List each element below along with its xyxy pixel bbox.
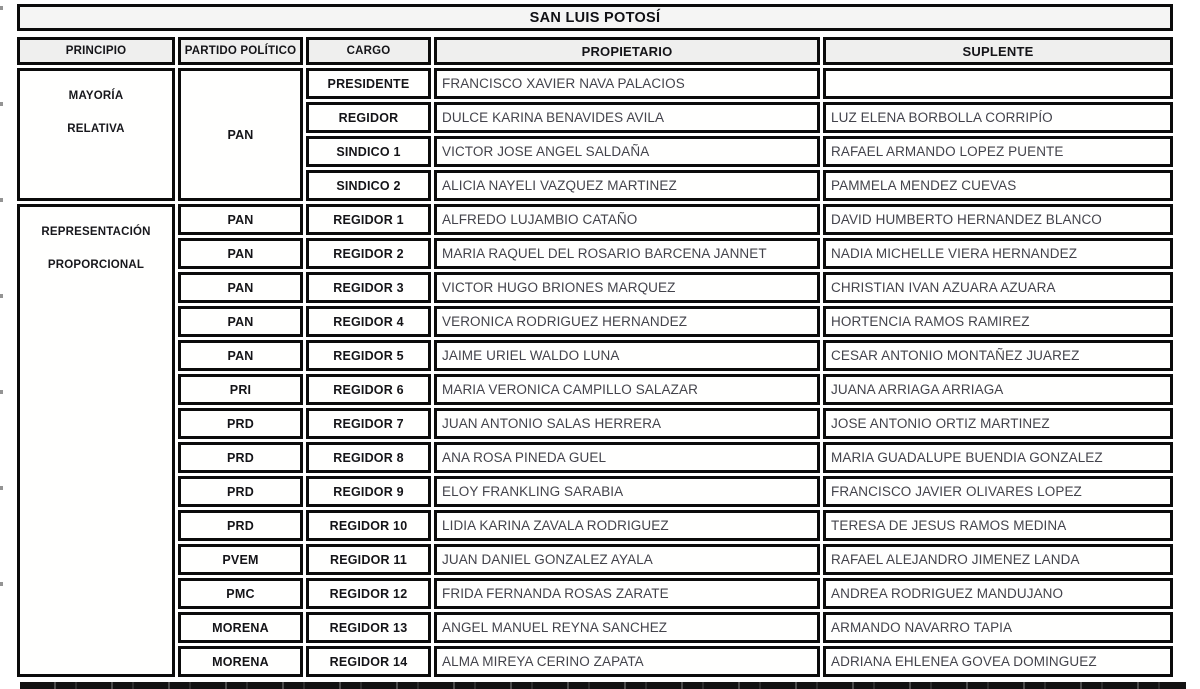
cargo-cell: REGIDOR 3 — [306, 272, 431, 303]
principio-cell — [17, 68, 175, 201]
propietario-cell: ALMA MIREYA CERINO ZAPATA — [434, 646, 820, 677]
suplente-cell: ARMANDO NAVARRO TAPIA — [823, 612, 1173, 643]
candidates-table — [17, 4, 1173, 677]
partido-cell: PRD — [178, 476, 303, 507]
suplente-cell: ADRIANA EHLENEA GOVEA DOMINGUEZ — [823, 646, 1173, 677]
suplente-cell: CESAR ANTONIO MONTAÑEZ JUAREZ — [823, 340, 1173, 371]
suplente-cell: HORTENCIA RAMOS RAMIREZ — [823, 306, 1173, 337]
cargo-cell: REGIDOR 14 — [306, 646, 431, 677]
partido-cell: PAN — [178, 340, 303, 371]
partido-cell: PAN — [178, 238, 303, 269]
cargo-cell: REGIDOR 13 — [306, 612, 431, 643]
partido-cell: PRD — [178, 408, 303, 439]
suplente-cell: DAVID HUMBERTO HERNANDEZ BLANCO — [823, 204, 1173, 235]
suplente-cell: JOSE ANTONIO ORTIZ MARTINEZ — [823, 408, 1173, 439]
cargo-cell: REGIDOR 4 — [306, 306, 431, 337]
column-header-suplente: SUPLENTE — [823, 37, 1173, 65]
propietario-cell: ANA ROSA PINEDA GUEL — [434, 442, 820, 473]
partido-cell: MORENA — [178, 612, 303, 643]
partido-cell: PMC — [178, 578, 303, 609]
cargo-cell: SINDICO 2 — [306, 170, 431, 201]
propietario-cell: FRIDA FERNANDA ROSAS ZARATE — [434, 578, 820, 609]
partido-cell: PRI — [178, 374, 303, 405]
propietario-cell: MARIA RAQUEL DEL ROSARIO BARCENA JANNET — [434, 238, 820, 269]
partido-cell: PAN — [178, 272, 303, 303]
propietario-cell: MARIA VERONICA CAMPILLO SALAZAR — [434, 374, 820, 405]
table-grid — [17, 37, 1173, 677]
principio-line: MAYORÍA — [68, 90, 124, 102]
partido-cell: PAN — [178, 68, 303, 201]
suplente-cell: RAFAEL ALEJANDRO JIMENEZ LANDA — [823, 544, 1173, 575]
cargo-cell: REGIDOR 6 — [306, 374, 431, 405]
suplente-cell: TERESA DE JESUS RAMOS MEDINA — [823, 510, 1173, 541]
propietario-cell: VICTOR JOSE ANGEL SALDAÑA — [434, 136, 820, 167]
propietario-cell: ALICIA NAYELI VAZQUEZ MARTINEZ — [434, 170, 820, 201]
suplente-cell — [823, 68, 1173, 99]
partido-cell: PAN — [178, 306, 303, 337]
cargo-cell: REGIDOR — [306, 102, 431, 133]
propietario-cell: ELOY FRANKLING SARABIA — [434, 476, 820, 507]
cargo-cell: REGIDOR 7 — [306, 408, 431, 439]
partido-cell: PVEM — [178, 544, 303, 575]
cargo-cell: SINDICO 1 — [306, 136, 431, 167]
principio-line: PROPORCIONAL — [47, 259, 145, 271]
propietario-cell: VERONICA RODRIGUEZ HERNANDEZ — [434, 306, 820, 337]
cargo-cell: REGIDOR 1 — [306, 204, 431, 235]
partido-cell: PRD — [178, 510, 303, 541]
table-title: SAN LUIS POTOSÍ — [17, 4, 1173, 31]
principio-line: RELATIVA — [67, 123, 125, 135]
suplente-cell: MARIA GUADALUPE BUENDIA GONZALEZ — [823, 442, 1173, 473]
cargo-cell: REGIDOR 8 — [306, 442, 431, 473]
suplente-cell: PAMMELA MENDEZ CUEVAS — [823, 170, 1173, 201]
cargo-cell: REGIDOR 12 — [306, 578, 431, 609]
suplente-cell: RAFAEL ARMANDO LOPEZ PUENTE — [823, 136, 1173, 167]
suplente-cell: CHRISTIAN IVAN AZUARA AZUARA — [823, 272, 1173, 303]
column-header-propietario: PROPIETARIO — [434, 37, 820, 65]
propietario-cell: ALFREDO LUJAMBIO CATAÑO — [434, 204, 820, 235]
cargo-cell: REGIDOR 10 — [306, 510, 431, 541]
propietario-cell: VICTOR HUGO BRIONES MARQUEZ — [434, 272, 820, 303]
suplente-cell: ANDREA RODRIGUEZ MANDUJANO — [823, 578, 1173, 609]
partido-cell: MORENA — [178, 646, 303, 677]
propietario-cell: FRANCISCO XAVIER NAVA PALACIOS — [434, 68, 820, 99]
suplente-cell: LUZ ELENA BORBOLLA CORRIPÍO — [823, 102, 1173, 133]
partido-cell: PAN — [178, 204, 303, 235]
propietario-cell: LIDIA KARINA ZAVALA RODRIGUEZ — [434, 510, 820, 541]
cargo-cell: REGIDOR 11 — [306, 544, 431, 575]
partido-cell: PRD — [178, 442, 303, 473]
propietario-cell: JUAN ANTONIO SALAS HERRERA — [434, 408, 820, 439]
suplente-cell: FRANCISCO JAVIER OLIVARES LOPEZ — [823, 476, 1173, 507]
propietario-cell: JAIME URIEL WALDO LUNA — [434, 340, 820, 371]
principio-cell — [17, 204, 175, 677]
column-header-cargo: CARGO — [306, 37, 431, 65]
cargo-cell: REGIDOR 9 — [306, 476, 431, 507]
propietario-cell: ANGEL MANUEL REYNA SANCHEZ — [434, 612, 820, 643]
cargo-cell: REGIDOR 5 — [306, 340, 431, 371]
column-header-principio: PRINCIPIO — [17, 37, 175, 65]
cargo-cell: REGIDOR 2 — [306, 238, 431, 269]
column-header-partido: PARTIDO POLÍTICO — [178, 37, 303, 65]
propietario-cell: JUAN DANIEL GONZALEZ AYALA — [434, 544, 820, 575]
suplente-cell: JUANA ARRIAGA ARRIAGA — [823, 374, 1173, 405]
cutoff-next-row-artifact — [20, 682, 1186, 689]
cargo-cell: PRESIDENTE — [306, 68, 431, 99]
propietario-cell: DULCE KARINA BENAVIDES AVILA — [434, 102, 820, 133]
scan-edge-artifact — [0, 6, 3, 646]
principio-line: REPRESENTACIÓN — [41, 226, 151, 238]
suplente-cell: NADIA MICHELLE VIERA HERNANDEZ — [823, 238, 1173, 269]
